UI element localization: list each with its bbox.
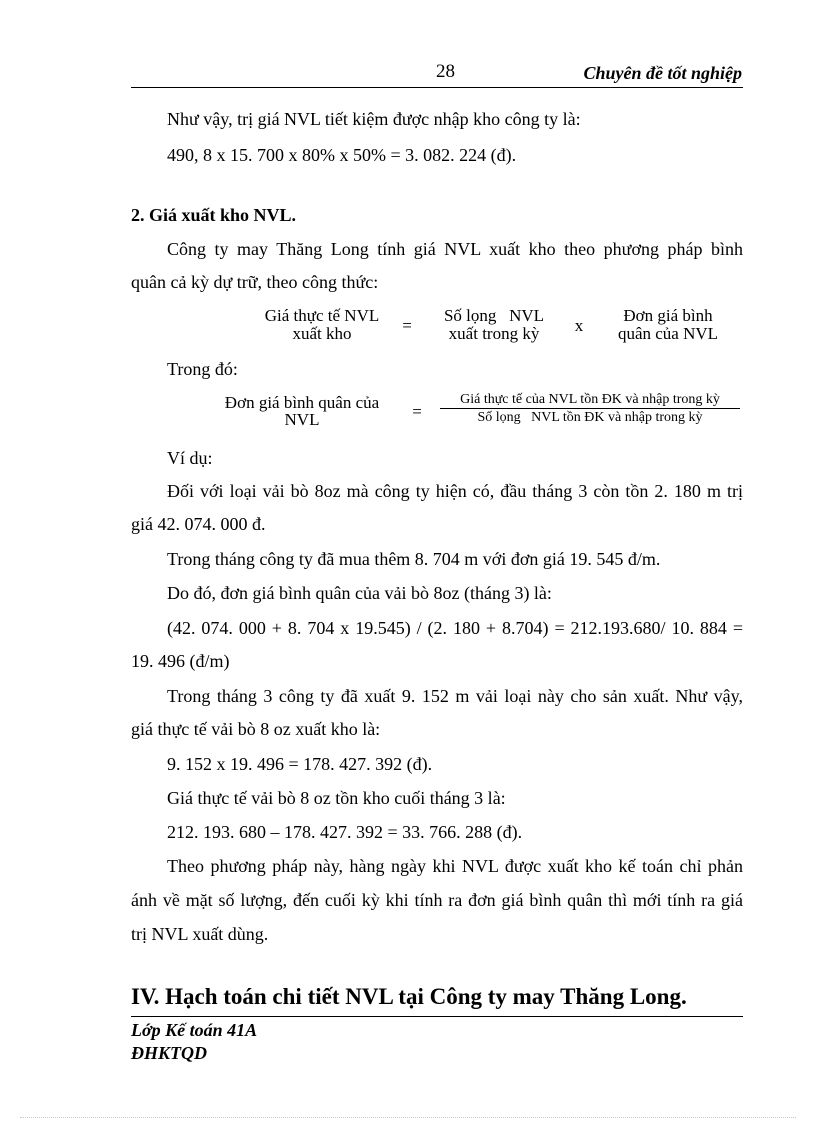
section-2-heading: 2. Giá xuất kho NVL. bbox=[131, 205, 297, 225]
intro-line-2: 490, 8 x 15. 700 x 80% x 50% = 3. 082. 224 (đ). bbox=[167, 145, 517, 165]
header-title: Chuyên đề tốt nghiệp bbox=[583, 63, 742, 83]
formula-1-lhs-line-1: Giá thực tế NVL bbox=[264, 306, 380, 325]
example-p6: 9. 152 x 19. 496 = 178. 427. 392 (đ). bbox=[167, 754, 433, 774]
where-label: Trong đó: bbox=[167, 359, 238, 379]
section-4-heading: IV. Hạch toán chi tiết NVL tại Công ty may Thăng Long. bbox=[131, 984, 687, 1009]
footer-rule bbox=[131, 1016, 743, 1017]
example-p3: Do đó, đơn giá bình quân của vải bò 8oz (tháng 3) là: bbox=[167, 583, 552, 603]
formula-1-equals: = bbox=[402, 316, 412, 335]
example-p7: Giá thực tế vải bò 8 oz tồn kho cuối tháng 3 là: bbox=[167, 788, 506, 808]
example-p9-line-1: Theo phương pháp này, hàng ngày khi NVL được xuất kho kế toán chỉ phản bbox=[167, 856, 743, 876]
section-2-paragraph-line-1: Công ty may Thăng Long tính giá NVL xuất kho theo phương pháp bình bbox=[167, 239, 743, 259]
example-p4-line-1: (42. 074. 000 + 8. 704 x 19.545) / (2. 180 + 8.704) = 212.193.680/ 10. 884 = bbox=[167, 618, 743, 638]
formula-1-mid-line-1: Số lọng NVL bbox=[443, 306, 545, 325]
header-rule bbox=[131, 87, 743, 88]
example-p1-line-1: Đối với loại vải bò 8oz mà công ty hiện có, đầu tháng 3 còn tồn 2. 180 m trị bbox=[167, 481, 743, 501]
formula-2-fraction-bar bbox=[440, 408, 740, 409]
page-bottom-border bbox=[20, 1117, 796, 1118]
formula-2-lhs-line-1: Đơn giá bình quân của bbox=[224, 393, 380, 412]
formula-2-equals: = bbox=[412, 402, 422, 421]
example-label: Ví dụ: bbox=[167, 448, 213, 468]
example-p2: Trong tháng công ty đã mua thêm 8. 704 m với đơn giá 19. 545 đ/m. bbox=[167, 549, 661, 569]
section-2-paragraph-line-2: quân cả kỳ dự trữ, theo công thức: bbox=[131, 272, 379, 292]
intro-line-1: Như vậy, trị giá NVL tiết kiệm được nhập kho công ty là: bbox=[167, 109, 581, 129]
formula-1-lhs-line-2: xuất kho bbox=[292, 324, 352, 343]
example-p5-line-1: Trong tháng 3 công ty đã xuất 9. 152 m vải loại này cho sản xuất. Như vậy, bbox=[167, 686, 743, 706]
formula-1-rhs-line-1: Đơn giá bình bbox=[623, 306, 713, 325]
formula-2-numerator: Giá thực tế của NVL tồn ĐK và nhập trong kỳ bbox=[460, 392, 720, 407]
example-p4-line-2: 19. 496 (đ/m) bbox=[131, 651, 230, 671]
formula-2-lhs-line-2: NVL bbox=[284, 410, 320, 429]
page-number: 28 bbox=[436, 61, 455, 82]
example-p8: 212. 193. 680 – 178. 427. 392 = 33. 766. 288 (đ). bbox=[167, 822, 523, 842]
formula-1-times: x bbox=[574, 316, 584, 335]
formula-1-rhs-line-2: quân của NVL bbox=[617, 324, 719, 343]
example-p9-line-3: trị NVL xuất dùng. bbox=[131, 924, 269, 944]
example-p9-line-2: ánh về mặt số lượng, đến cuối kỳ khi tính ra đơn giá bình quân thì mới tính ra giá bbox=[131, 890, 743, 910]
formula-1-mid-line-2: xuất trong kỳ bbox=[448, 324, 540, 343]
example-p5-line-2: giá thực tế vải bò 8 oz xuất kho là: bbox=[131, 719, 381, 739]
formula-2-denominator: Số lọng NVL tồn ĐK và nhập trong kỳ bbox=[477, 410, 703, 425]
example-p1-line-2: giá 42. 074. 000 đ. bbox=[131, 514, 266, 534]
footer-class: Lớp Kế toán 41A bbox=[131, 1020, 258, 1040]
footer-university: ĐHKTQD bbox=[131, 1043, 207, 1063]
